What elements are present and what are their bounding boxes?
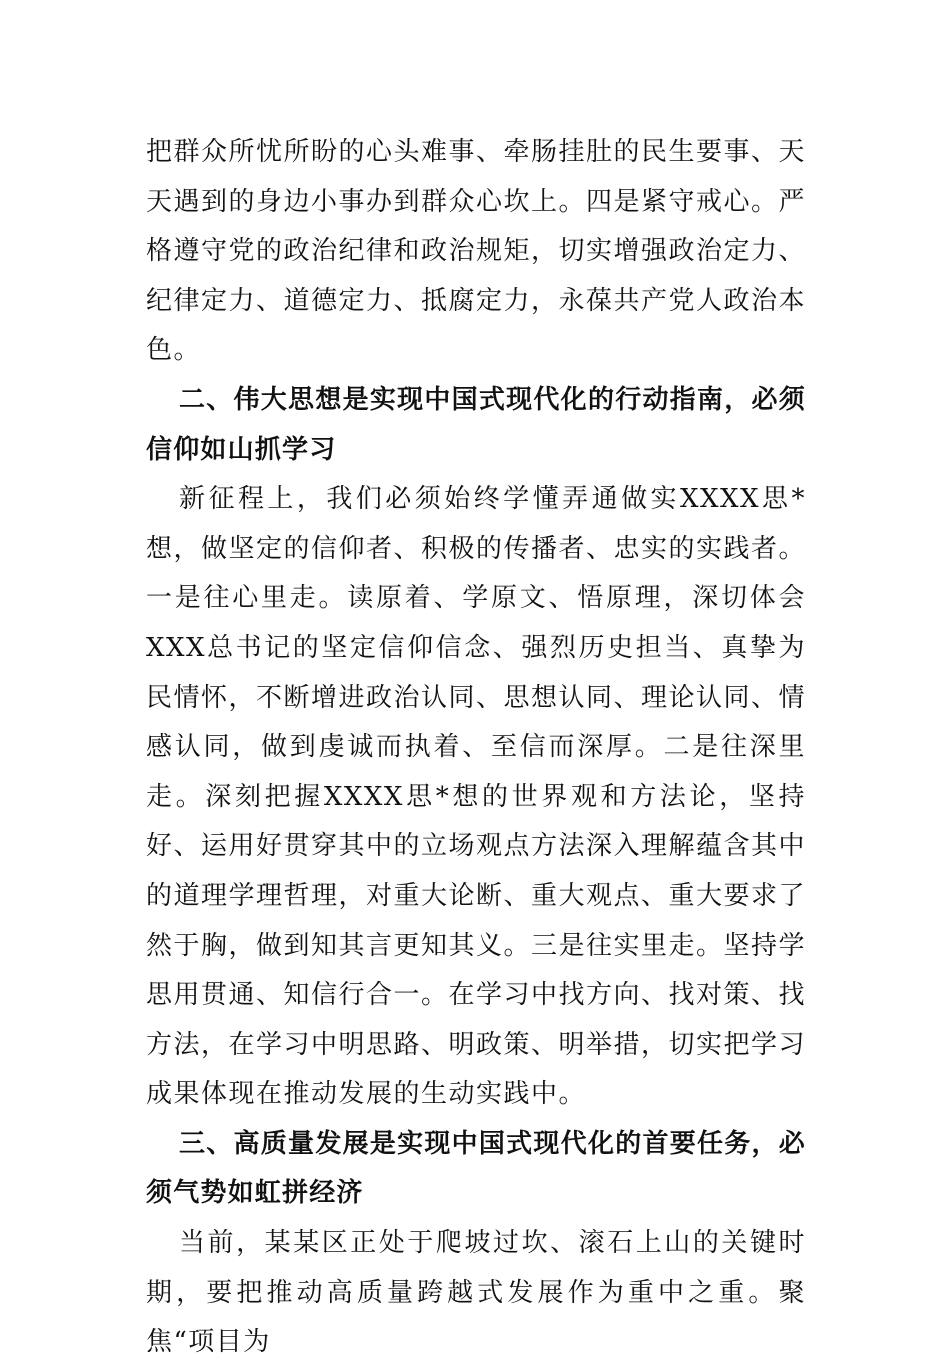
paragraph-section-3: 当前，某某区正处于爬坡过坎、滚石上山的关键时期，要把推动高质量跨越式发展作为重中之重。聚焦“项目为 bbox=[146, 1228, 806, 1358]
section-heading-3: 三、高质量发展是实现中国式现代化的首要任务，必须气势如虹拼经济 bbox=[146, 1128, 806, 1209]
section-heading-2: 二、伟大思想是实现中国式现代化的行动指南，必须信仰如山抓学习 bbox=[146, 384, 806, 465]
paragraph-continuation: 把群众所忧所盼的心头难事、牵肠挂肚的民生要事、天天遇到的身边小事办到群众心坎上。四是紧守戒心。严格遵守党的政治纪律和政治规矩，切实增强政治定力、纪律定力、道德定力、抵腐定力，永葆共产党人政治本色。 bbox=[146, 137, 807, 366]
paragraph-section-2: 新征程上，我们必须始终学懂弄通做实XXXX思*想，做坚定的信仰者、积极的传播者、忠实的实践者。一是往心里走。读原着、学原文、悟原理，深切体会XXX总书记的坚定信仰信念、强烈历史担当、真挚为民情怀，不断增进政治认同、思想认同、理论认同、情感认同，做到虔诚而执着、至信而深厚。二是往深里走。深刻把握XXXX思*想的世界观和方法论，坚持好、运用好贯穿其中的立场观点方法深入理解蕴含其中的道理学理哲理，对重大论断、重大观点、重大要求了然于胸，做到知其言更知其义。三是往实里走。坚持学思用贯通、知信行合一。在学习中找方向、找对策、找方法，在学习中明思路、明政策、明举措，切实把学习成果体现在推动发展的生动实践中。 bbox=[146, 484, 807, 1110]
document-body bbox=[146, 128, 806, 1368]
